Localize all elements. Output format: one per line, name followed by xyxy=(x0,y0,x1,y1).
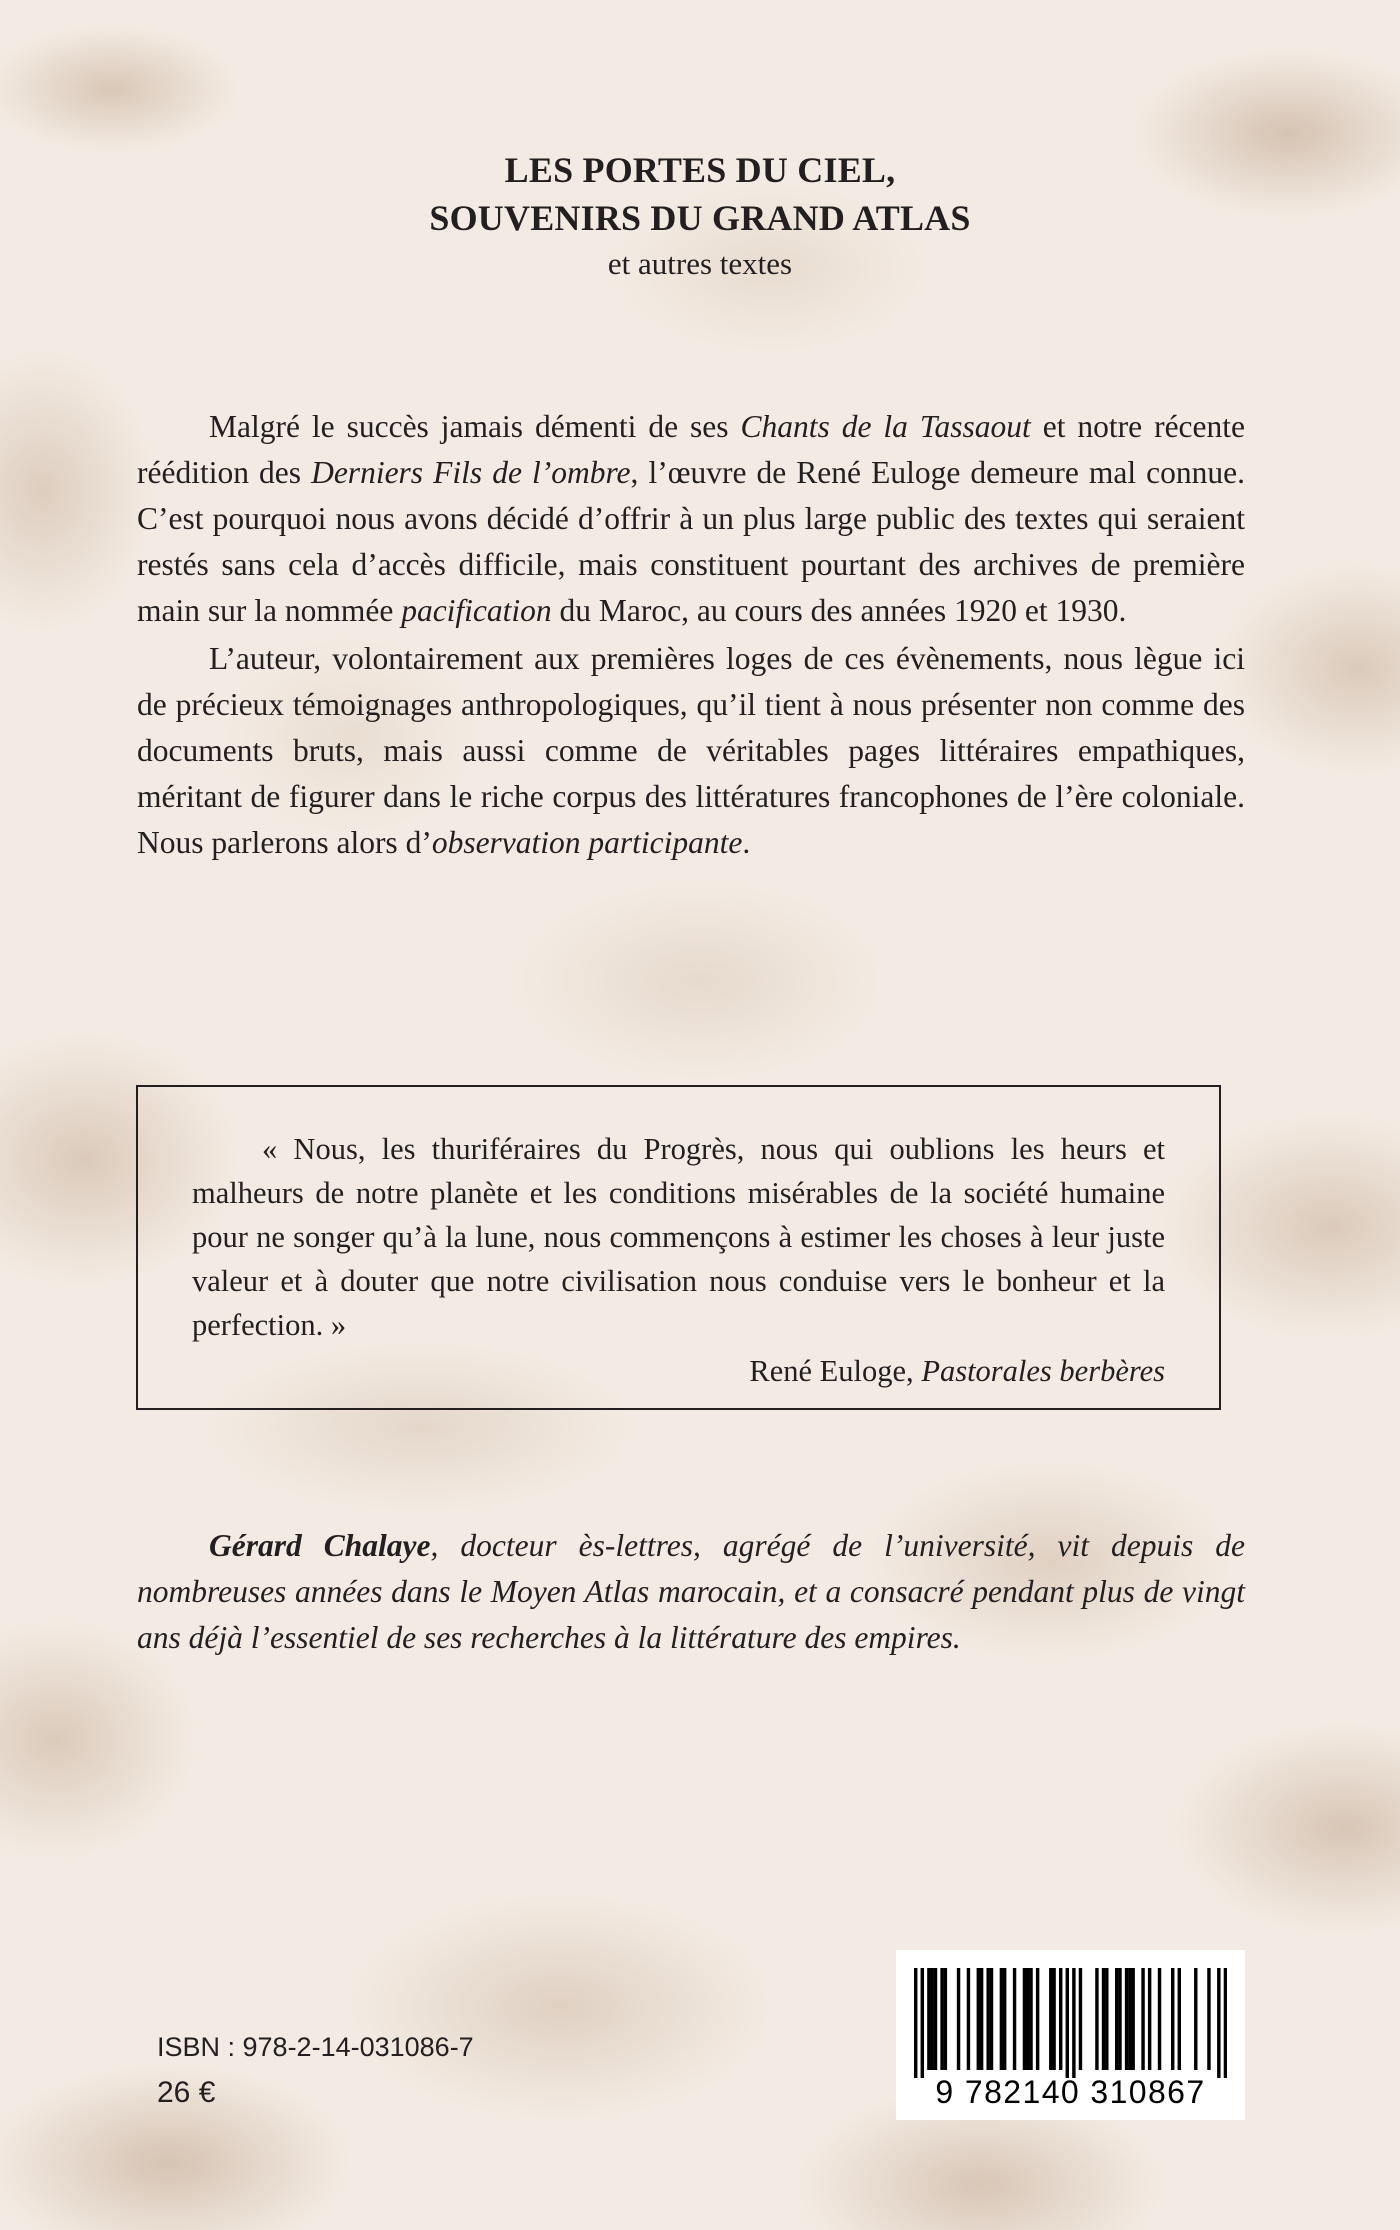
barcode-bar xyxy=(1066,1968,1069,2078)
text-run: L’auteur, volontairement aux premières loges de ces évènements, nous lègue ici de précieux témoignages anthropologiques, qu’il tient à nous présenter non comme des documents bruts, mais aussi comme de véritables pages littéraires empathiques, méritant de figurer dans le riche corpus des littératures francophones de l’ère coloniale. Nous parlerons alors d’ xyxy=(137,641,1245,860)
barcode-bar xyxy=(1026,1968,1029,2070)
barcode-bars xyxy=(914,1968,1227,2078)
barcode-bar xyxy=(1131,1968,1134,2070)
quote-author: René Euloge, xyxy=(749,1354,922,1388)
book-subtitle: et autres textes xyxy=(607,246,793,281)
barcode-bar xyxy=(1000,1968,1003,2070)
text-run: Chants de la Tassaout xyxy=(740,409,1031,444)
author-bio xyxy=(137,1523,1245,1661)
barcode-bar xyxy=(927,1968,930,2070)
summary-paragraph-1 xyxy=(137,404,1245,634)
barcode-bar xyxy=(1023,1968,1026,2070)
barcode-digits: 9 782140 310867 xyxy=(935,2074,1206,2110)
author-bio-text: , docteur ès-lettres, agrégé de l’université, vit depuis de nombreuses années dans le Moyen Atlas marocain, et a consacré pendant plus de vingt ans déjà l’essentiel de ses recherches à la littérature des empires. xyxy=(137,1528,1245,1655)
barcode-bar xyxy=(1049,1968,1052,2070)
quote-box xyxy=(136,1085,1221,1410)
isbn-label: ISBN : 978-2-14-031086-7 xyxy=(157,2032,474,2062)
barcode-bar xyxy=(921,1968,924,2078)
barcode-bar xyxy=(1059,1968,1062,2070)
barcode-bar xyxy=(1079,1968,1082,2070)
price-label: 26 € xyxy=(157,2076,216,2109)
barcode-bar xyxy=(1105,1968,1108,2070)
text-run: Malgré le succès jamais démenti de ses xyxy=(209,409,741,444)
quote-attribution xyxy=(192,1349,1165,1393)
quote-text: « Nous, les thuriféraires du Progrès, nous qui oublions les heurs et malheurs de notre planète et les conditions misérables de la société humaine pour ne songer qu’à la lune, nous commençons à estimer les choses à leur juste valeur et à douter que notre civilisation nous conduise vers le bonheur et la perfection. » xyxy=(192,1132,1165,1342)
barcode-bar xyxy=(1217,1968,1220,2078)
title-block xyxy=(0,146,1400,284)
barcode-bar xyxy=(957,1968,960,2070)
text-run: observation participante xyxy=(431,825,743,860)
barcode-bar xyxy=(940,1968,943,2070)
barcode xyxy=(896,1950,1245,2120)
barcode-bar xyxy=(930,1968,933,2070)
barcode-bar xyxy=(1115,1968,1118,2070)
text-run: . xyxy=(742,825,751,860)
barcode-bar xyxy=(1194,1968,1197,2070)
barcode-bar xyxy=(980,1968,983,2070)
book-title-line-2: SOUVENIRS DU GRAND ATLAS xyxy=(429,198,971,238)
barcode-bar xyxy=(986,1968,989,2070)
barcode-bar xyxy=(1141,1968,1144,2070)
barcode-bar xyxy=(1148,1968,1151,2070)
barcode-bar xyxy=(1224,1968,1227,2078)
summary-paragraph-2 xyxy=(137,636,1245,866)
text-run: et notre récente réédition des xyxy=(137,409,1245,490)
quote-source: Pastorales berbères xyxy=(921,1354,1165,1388)
barcode-bar xyxy=(967,1968,970,2070)
barcode-bar xyxy=(990,1968,993,2070)
barcode-bar xyxy=(1128,1968,1131,2070)
barcode-bar xyxy=(944,1968,947,2070)
text-run: Derniers Fils de l’ombre xyxy=(311,455,631,490)
barcode-bar xyxy=(1052,1968,1055,2070)
barcode-bar xyxy=(1125,1968,1128,2070)
text-run: pacification xyxy=(401,593,552,628)
book-title-line-1: LES PORTES DU CIEL, xyxy=(504,150,896,190)
barcode-bar xyxy=(1072,1968,1075,2078)
barcode-bar xyxy=(1013,1968,1016,2070)
summary-text xyxy=(137,404,1245,866)
text-run: du Maroc, au cours des années 1920 et 1930. xyxy=(551,593,1127,628)
barcode-bar xyxy=(1207,1968,1210,2070)
barcode-bar xyxy=(1095,1968,1098,2070)
barcode-bar xyxy=(914,1968,917,2078)
barcode-bar xyxy=(1003,1968,1006,2070)
barcode-bar xyxy=(934,1968,937,2070)
barcode-bar xyxy=(977,1968,980,2070)
barcode-bar xyxy=(1158,1968,1161,2070)
barcode-bar xyxy=(1171,1968,1174,2070)
barcode-bar xyxy=(1178,1968,1181,2070)
text-run: , l’œuvre de René Euloge demeure mal connue. C’est pourquoi nous avons décidé d’offrir à un plus large public des textes qui seraient restés sans cela d’accès difficile, mais constituent pourtant des archives de première main sur la nommée xyxy=(137,455,1245,628)
barcode-bar xyxy=(1102,1968,1105,2070)
barcode-bar xyxy=(1029,1968,1032,2070)
barcode-bar xyxy=(1036,1968,1039,2070)
barcode-bar xyxy=(1118,1968,1121,2070)
author-name: Gérard Chalaye xyxy=(209,1528,431,1563)
